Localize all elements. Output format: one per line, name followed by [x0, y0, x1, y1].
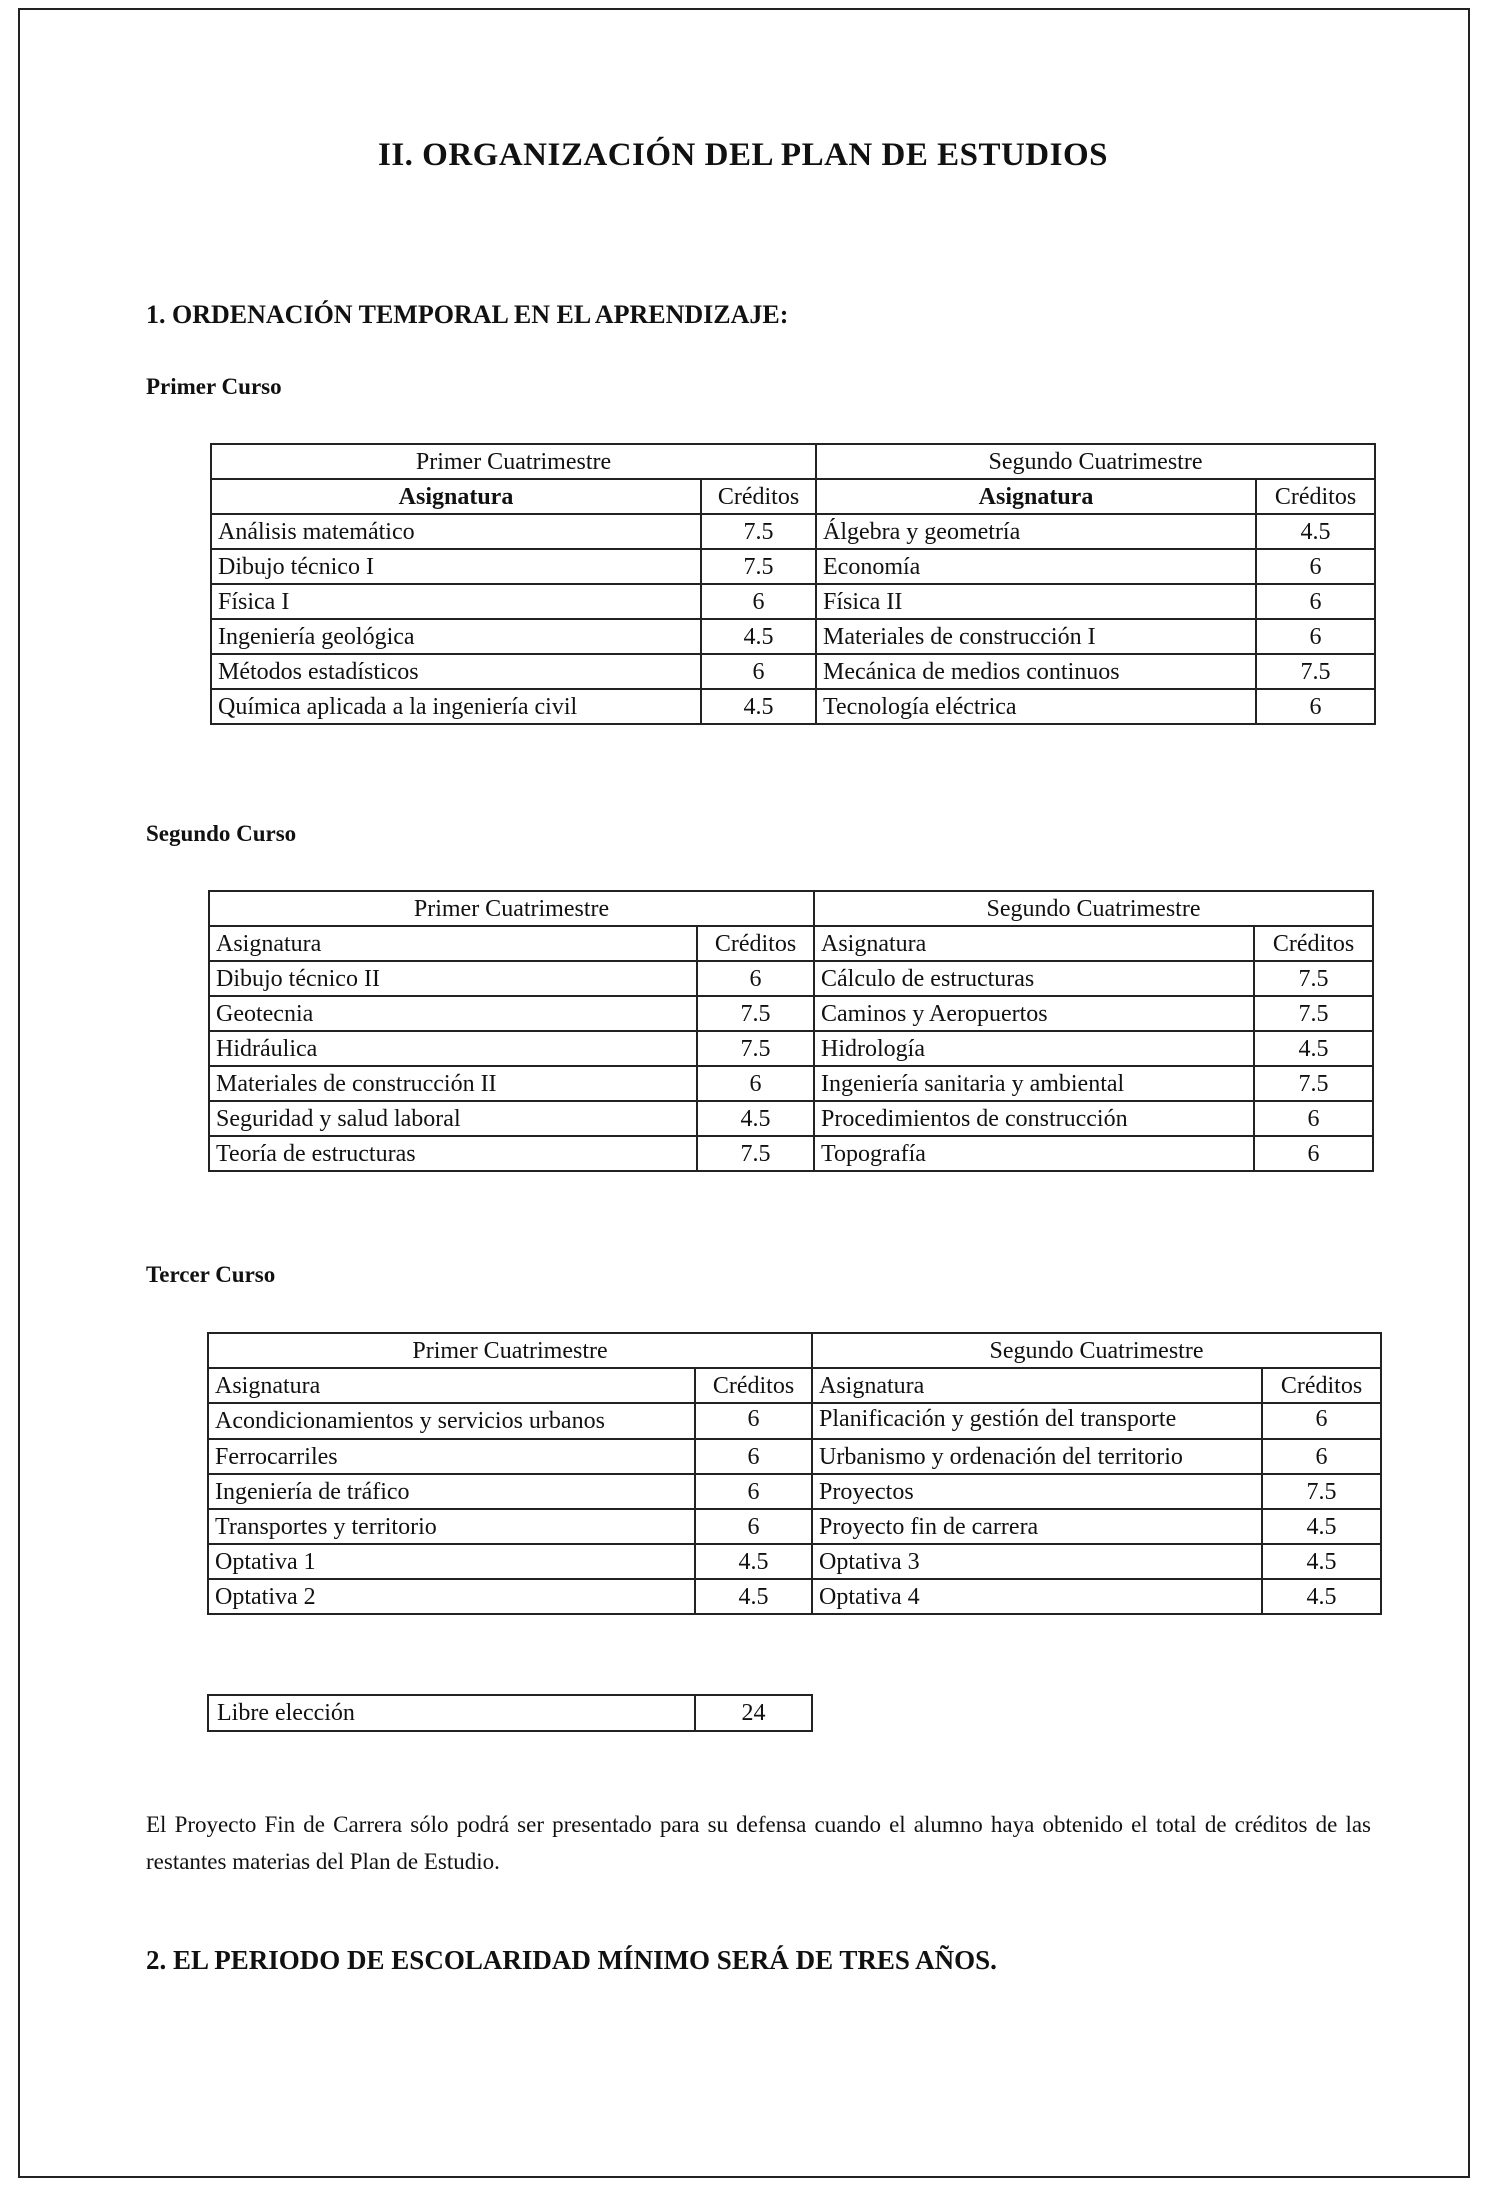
- subject-cell: Seguridad y salud laboral: [209, 1101, 697, 1136]
- credits-cell: 6: [695, 1439, 812, 1474]
- table-row: [208, 1439, 1381, 1474]
- table-row: [211, 584, 1375, 619]
- subject-cell: Ingeniería sanitaria y ambiental: [814, 1066, 1254, 1101]
- subject-header: Asignatura: [211, 479, 701, 514]
- subject-header: Asignatura: [208, 1368, 695, 1403]
- credits-cell: 6: [695, 1474, 812, 1509]
- credits-cell: 6: [1254, 1136, 1373, 1171]
- subject-cell: Hidrología: [814, 1031, 1254, 1066]
- subject-cell: Geotecnia: [209, 996, 697, 1031]
- credits-header: Créditos: [697, 926, 814, 961]
- subject-cell: Álgebra y geometría: [816, 514, 1256, 549]
- credits-cell: 7.5: [1256, 654, 1375, 689]
- credits-cell: 6: [701, 584, 816, 619]
- subject-cell: Optativa 3: [812, 1544, 1262, 1579]
- credits-cell: 6: [695, 1509, 812, 1544]
- subject-cell: Hidráulica: [209, 1031, 697, 1066]
- credits-cell: 6: [697, 961, 814, 996]
- credits-cell: 4.5: [1254, 1031, 1373, 1066]
- third-course-table: [207, 1332, 1382, 1615]
- subject-cell: Ingeniería geológica: [211, 619, 701, 654]
- credits-cell: 7.5: [697, 1136, 814, 1171]
- credits-cell: 6: [1262, 1403, 1381, 1439]
- credits-cell: 6: [1254, 1101, 1373, 1136]
- table-row: [209, 1136, 1373, 1171]
- free-choice-table: [207, 1694, 813, 1732]
- table-row: [209, 1066, 1373, 1101]
- credits-cell: 6: [695, 1403, 812, 1439]
- table-row: [211, 654, 1375, 689]
- table-row: [208, 1579, 1381, 1614]
- subject-cell: Proyectos: [812, 1474, 1262, 1509]
- subject-cell: Mecánica de medios continuos: [816, 654, 1256, 689]
- credits-cell: 7.5: [701, 549, 816, 584]
- table-row: [209, 1031, 1373, 1066]
- credits-cell: 4.5: [1262, 1579, 1381, 1614]
- credits-cell: 7.5: [1254, 961, 1373, 996]
- subject-cell: Análisis matemático: [211, 514, 701, 549]
- credits-header: Créditos: [701, 479, 816, 514]
- credits-cell: 4.5: [697, 1101, 814, 1136]
- credits-header: Créditos: [1262, 1368, 1381, 1403]
- subject-cell: Materiales de construcción I: [816, 619, 1256, 654]
- credits-cell: 7.5: [697, 996, 814, 1031]
- subject-cell: Materiales de construcción II: [209, 1066, 697, 1101]
- first-semester-header: Primer Cuatrimestre: [209, 891, 814, 926]
- second-course-table: [208, 890, 1374, 1172]
- subject-cell: Transportes y territorio: [208, 1509, 695, 1544]
- credits-header: Créditos: [1254, 926, 1373, 961]
- subject-header: Asignatura: [814, 926, 1254, 961]
- table-row: [209, 1101, 1373, 1136]
- final-project-note: El Proyecto Fin de Carrera sólo podrá ser presentado para su defensa cuando el alumno haya obtenido el total de créditos de las restantes materias del Plan de Estudio.: [146, 1812, 1371, 1874]
- second-semester-header: Segundo Cuatrimestre: [812, 1333, 1381, 1368]
- course-label-first: Primer Curso: [146, 374, 282, 399]
- subject-cell: Física I: [211, 584, 701, 619]
- credits-cell: 4.5: [695, 1544, 812, 1579]
- credits-cell: 7.5: [697, 1031, 814, 1066]
- credits-cell: 6: [1256, 689, 1375, 724]
- subject-cell: Tecnología eléctrica: [816, 689, 1256, 724]
- subject-header: Asignatura: [812, 1368, 1262, 1403]
- table-row: [209, 961, 1373, 996]
- credits-cell: 7.5: [1262, 1474, 1381, 1509]
- subject-cell: Química aplicada a la ingeniería civil: [211, 689, 701, 724]
- subject-cell: Optativa 4: [812, 1579, 1262, 1614]
- credits-cell: 4.5: [1262, 1544, 1381, 1579]
- subject-cell: Planificación y gestión del transporte: [812, 1403, 1262, 1439]
- subject-header: Asignatura: [209, 926, 697, 961]
- second-semester-header: Segundo Cuatrimestre: [816, 444, 1375, 479]
- course-label-third: Tercer Curso: [146, 1262, 276, 1287]
- subject-cell: Proyecto fin de carrera: [812, 1509, 1262, 1544]
- subject-cell: Física II: [816, 584, 1256, 619]
- subject-cell: Ingeniería de tráfico: [208, 1474, 695, 1509]
- subject-cell: Urbanismo y ordenación del territorio: [812, 1439, 1262, 1474]
- course-label-second: Segundo Curso: [146, 821, 297, 846]
- credits-cell: 7.5: [701, 514, 816, 549]
- subject-cell: Ferrocarriles: [208, 1439, 695, 1474]
- credits-cell: 4.5: [1262, 1509, 1381, 1544]
- subject-cell: Acondicionamientos y servicios urbanos: [208, 1403, 695, 1439]
- subject-cell: Optativa 2: [208, 1579, 695, 1614]
- second-semester-header: Segundo Cuatrimestre: [814, 891, 1373, 926]
- table-row: [208, 1403, 1381, 1439]
- free-choice-credits: 24: [695, 1695, 812, 1731]
- subject-cell: Cálculo de estructuras: [814, 961, 1254, 996]
- table-row: [209, 996, 1373, 1031]
- first-course-table: [210, 443, 1376, 725]
- credits-header: Créditos: [695, 1368, 812, 1403]
- page-title: II. ORGANIZACIÓN DEL PLAN DE ESTUDIOS: [378, 137, 1108, 173]
- table-row: [211, 514, 1375, 549]
- subject-cell: Dibujo técnico II: [209, 961, 697, 996]
- credits-cell: 4.5: [701, 619, 816, 654]
- credits-cell: 6: [1256, 619, 1375, 654]
- first-semester-header: Primer Cuatrimestre: [208, 1333, 812, 1368]
- section-1-heading: 1. ORDENACIÓN TEMPORAL EN EL APRENDIZAJE:: [146, 300, 789, 329]
- subject-cell: Métodos estadísticos: [211, 654, 701, 689]
- credits-cell: 4.5: [1256, 514, 1375, 549]
- table-row: [211, 549, 1375, 584]
- subject-cell: Procedimientos de construcción: [814, 1101, 1254, 1136]
- table-row: [208, 1544, 1381, 1579]
- table-row: [208, 1509, 1381, 1544]
- subject-cell: Teoría de estructuras: [209, 1136, 697, 1171]
- subject-cell: Caminos y Aeropuertos: [814, 996, 1254, 1031]
- credits-cell: 4.5: [701, 689, 816, 724]
- credits-cell: 7.5: [1254, 1066, 1373, 1101]
- table-row: [211, 689, 1375, 724]
- subject-cell: Dibujo técnico I: [211, 549, 701, 584]
- credits-cell: 6: [1256, 584, 1375, 619]
- subject-cell: Economía: [816, 549, 1256, 584]
- first-semester-header: Primer Cuatrimestre: [211, 444, 816, 479]
- subject-header: Asignatura: [816, 479, 1256, 514]
- subject-cell: Topografía: [814, 1136, 1254, 1171]
- credits-header: Créditos: [1256, 479, 1375, 514]
- credits-cell: 6: [1256, 549, 1375, 584]
- credits-cell: 4.5: [695, 1579, 812, 1614]
- subject-cell: Optativa 1: [208, 1544, 695, 1579]
- free-choice-label: Libre elección: [208, 1695, 695, 1731]
- credits-cell: 6: [701, 654, 816, 689]
- table-row: [208, 1474, 1381, 1509]
- credits-cell: 6: [1262, 1439, 1381, 1474]
- section-2-heading: 2. EL PERIODO DE ESCOLARIDAD MÍNIMO SERÁ DE TRES AÑOS.: [146, 1945, 997, 1975]
- credits-cell: 6: [697, 1066, 814, 1101]
- credits-cell: 7.5: [1254, 996, 1373, 1031]
- table-row: [211, 619, 1375, 654]
